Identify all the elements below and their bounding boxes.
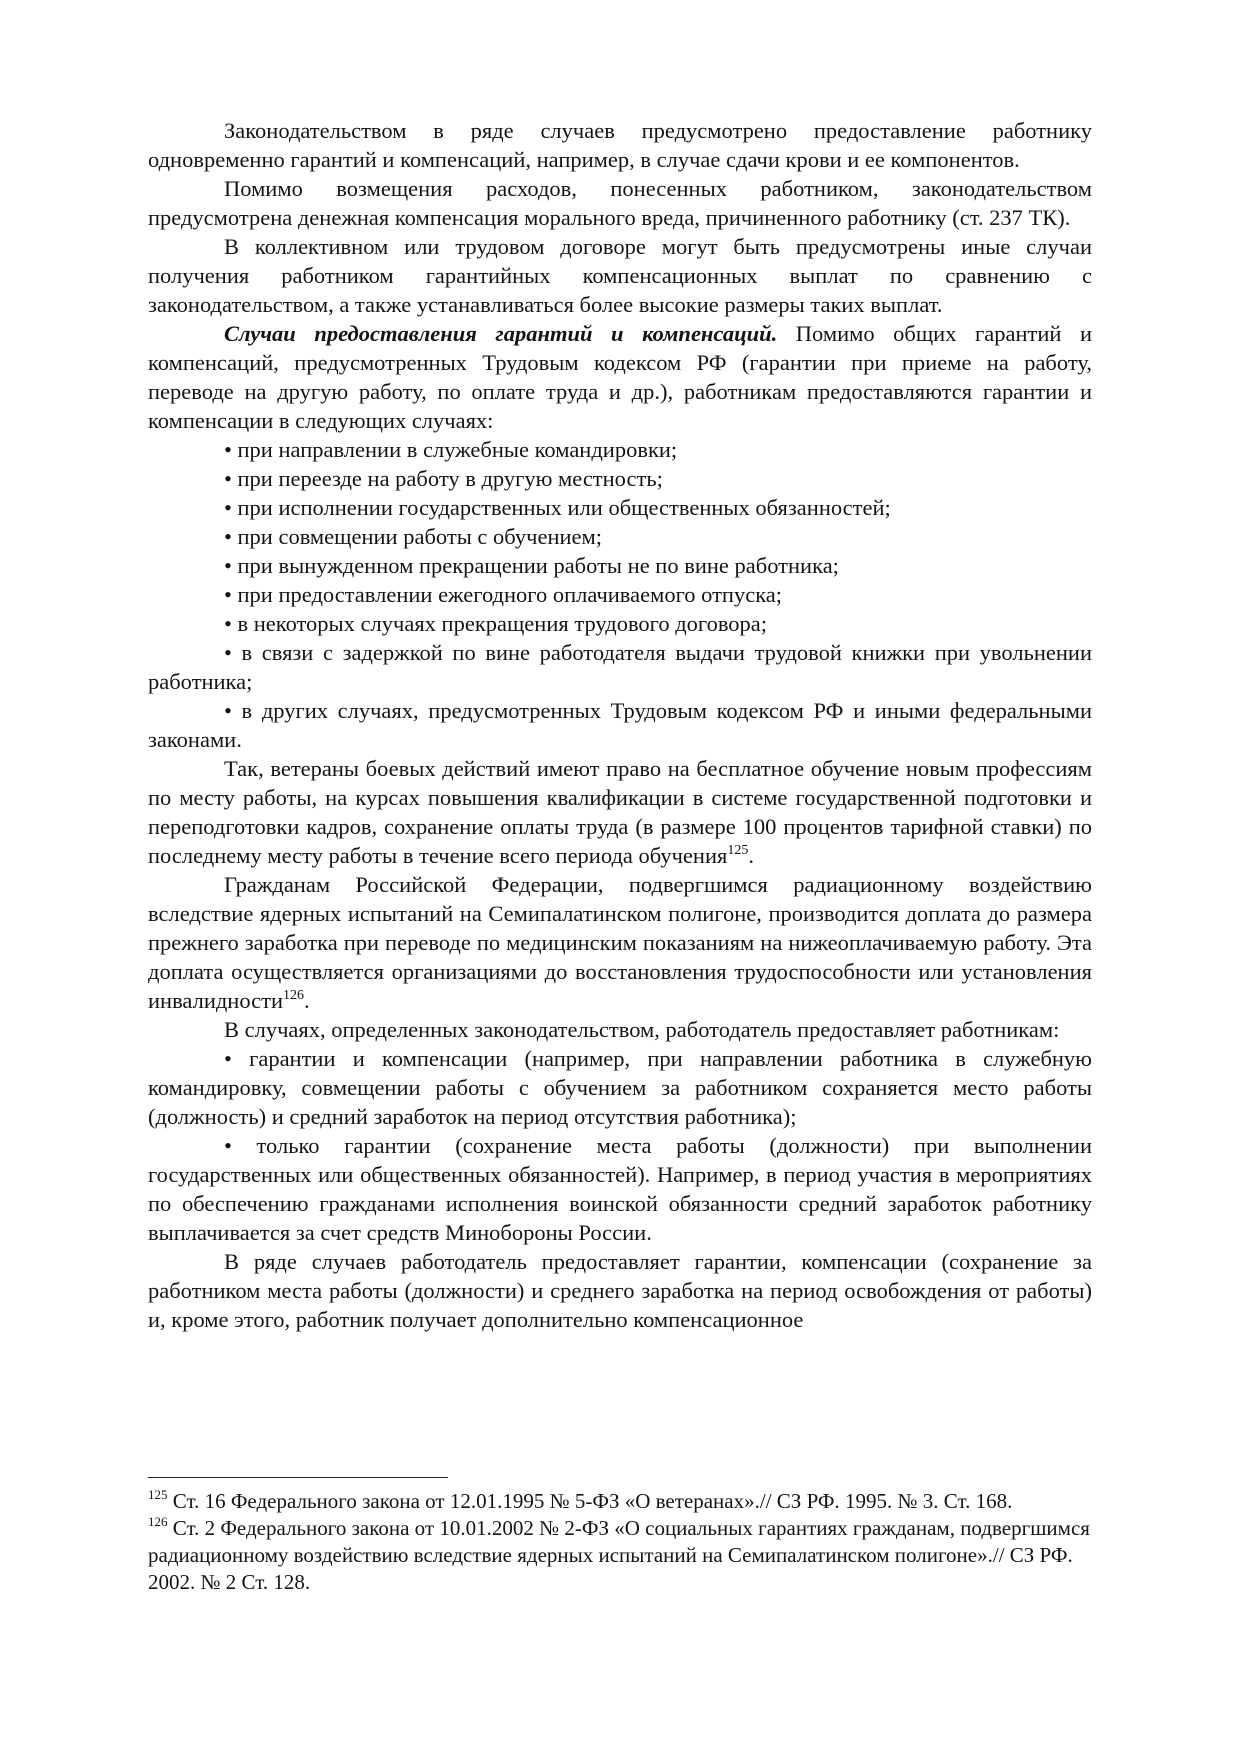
list-item: • в связи с задержкой по вине работодателя выдачи трудовой книжки при увольнении работника; bbox=[148, 640, 1092, 694]
footnote-text: Ст. 2 Федерального закона от 10.01.2002 № 2-ФЗ «О социальных гарантиях гражданам, подвергшимся радиационному воздействию вследствие ядерных испытаний на Семипалатинском полигоне».// СЗ РФ. 2002. № 2 Ст. 128. bbox=[148, 1516, 1090, 1594]
list-item: • при вынужденном прекращении работы не по вине работника; bbox=[224, 553, 839, 578]
list-item: • при переезде на работу в другую местность; bbox=[224, 466, 663, 491]
veterans-text: Так, ветераны боевых действий имеют право на бесплатное обучение новым профессиям по месту работы, на курсах повышения квалификации в системе государственной подготовки и переподготовки кадров, сохранение оплаты труда (в размере 100 процентов тарифной ставки) по последнему месту работы в течение всего периода обучения bbox=[148, 756, 1092, 868]
footnote-125 bbox=[148, 1488, 1092, 1515]
footnote-number: 125 bbox=[148, 1487, 168, 1502]
paragraph-semipalatinsk bbox=[148, 870, 1092, 1015]
paragraph-veterans bbox=[148, 754, 1092, 870]
list-item: • при предоставлении ежегодного оплачиваемого отпуска; bbox=[224, 582, 783, 607]
list-item: • гарантии и компенсации (например, при направлении работника в служебную командировку, совмещении работы с обучением за работником сохраняется место работы (должность) и средний заработок на период отсутствия работника); bbox=[148, 1046, 1092, 1129]
section-heading: Случаи предоставления гарантий и компенсаций. bbox=[224, 321, 778, 346]
paragraph-moral-damage: Помимо возмещения расходов, понесенных работником, законодательством предусмотрена денежная компенсация морального вреда, причиненного работнику (ст. 237 ТК). bbox=[148, 176, 1092, 230]
document-page bbox=[148, 116, 1092, 1334]
list-item: • в некоторых случаях прекращения трудового договора; bbox=[224, 611, 768, 636]
footnote-divider bbox=[148, 1477, 448, 1478]
list-item: • только гарантии (сохранение места работы (должности) при выполнении государственных или общественных обязанностей). Например, в период участия в мероприятиях по обеспечению гражданами исполнения воинской обязанности средний заработок работнику выплачивается за счет средств Минобороны России. bbox=[148, 1133, 1092, 1245]
list-item: • в других случаях, предусмотренных Трудовым кодексом РФ и иными федеральными законами. bbox=[148, 698, 1092, 752]
list-item: • при совмещении работы с обучением; bbox=[224, 524, 602, 549]
footnote-text: Ст. 16 Федерального закона от 12.01.1995 № 5-ФЗ «О ветеранах».// СЗ РФ. 1995. № 3. Ст. 168. bbox=[167, 1489, 1013, 1513]
semipalatinsk-text: Гражданам Российской Федерации, подвергшимся радиационному воздействию вследствие ядерных испытаний на Семипалатинском полигоне, производится доплата до размера прежнего заработка при переводе по медицинским показаниям на нижеоплачиваемую работу. Эта доплата осуществляется организациями до восстановления трудоспособности или установления инвалидности bbox=[148, 872, 1092, 1013]
footnote-ref-126[interactable]: 126 bbox=[283, 988, 305, 1003]
paragraph-collective-agreement: В коллективном или трудовом договоре могут быть предусмотрены иные случаи получения работником гарантийных компенсационных выплат по сравнению с законодательством, а также устанавливаться более высокие размеры таких выплат. bbox=[148, 234, 1092, 317]
paragraph-blood-donation: Законодательством в ряде случаев предусмотрено предоставление работнику одновременно гарантий и компенсаций, например, в случае сдачи крови и ее компонентов. bbox=[148, 118, 1092, 172]
list-item: • при направлении в служебные командировки; bbox=[224, 437, 678, 462]
footnote-ref-125[interactable]: 125 bbox=[727, 843, 749, 858]
section-cases bbox=[148, 319, 1092, 435]
paragraph-final: В ряде случаев работодатель предоставляет гарантии, компенсации (сохранение за работником места работы (должности) и среднего заработка на период освобождения от работы) и, кроме этого, работник получает дополнительно компенсационное bbox=[148, 1249, 1092, 1332]
footnotes-section bbox=[148, 1477, 1092, 1596]
footnote-126 bbox=[148, 1515, 1092, 1596]
footnote-number: 126 bbox=[148, 1514, 168, 1529]
veterans-end: . bbox=[748, 843, 754, 868]
paragraph-employer-intro: В случаях, определенных законодательством, работодатель предоставляет работникам: bbox=[224, 1017, 1060, 1042]
list-item: • при исполнении государственных или общественных обязанностей; bbox=[224, 495, 891, 520]
section-intro-text: Помимо общих гарантий и компенсаций, предусмотренных Трудовым кодексом РФ (гарантии при приеме на работу, переводе на другую работу, по оплате труда и др.), работникам предоставляются гарантии и компенсации в следующих случаях: bbox=[148, 321, 1092, 433]
semipalatinsk-end: . bbox=[304, 988, 310, 1013]
